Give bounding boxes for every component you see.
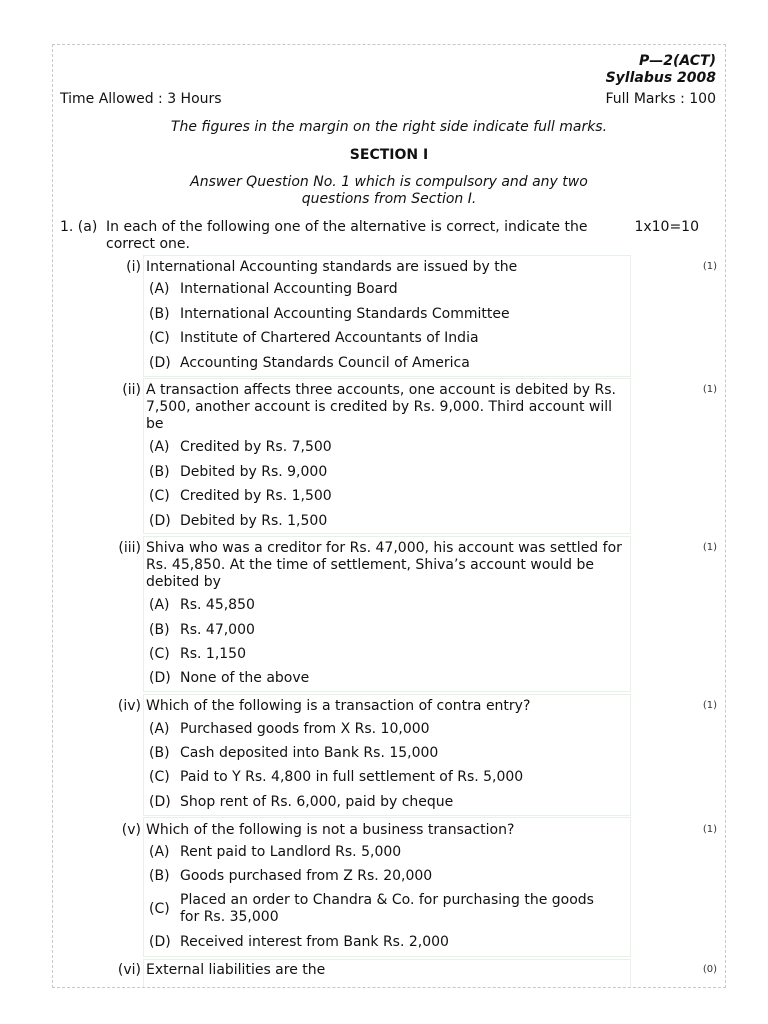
time-allowed: Time Allowed : 3 Hours — [60, 91, 222, 107]
question-marks: 1x10=10 — [634, 219, 699, 235]
syllabus-line: Syllabus 2008 — [605, 70, 716, 86]
section-instruction: Answer Question No. 1 which is compulsory and any two questions from Section I. — [190, 174, 588, 207]
question-text: In each of the following one of the alternative is correct, indicate the correct one. — [106, 219, 588, 252]
option-label: (D) — [149, 513, 171, 529]
question-number: 1. (a) — [60, 219, 98, 235]
option-text: Shop rent of Rs. 6,000, paid by cheque — [180, 794, 454, 810]
sub-question-number: (iii) — [118, 540, 141, 556]
option-label: (D) — [149, 934, 171, 950]
sub-question-marks: (1) — [702, 700, 717, 711]
sub-question-number: (ii) — [122, 382, 141, 398]
sub-question-text: Shiva who was a creditor for Rs. 47,000, his account was settled for Rs. 45,850. At the time of settlement, Shiva’s account would be debited by — [146, 540, 622, 590]
margin-note: The figures in the margin on the right side indicate full marks. — [170, 119, 608, 135]
option-label: (D) — [149, 355, 171, 371]
option-text: International Accounting Standards Committee — [180, 306, 510, 322]
option-text: Rs. 1,150 — [180, 646, 247, 662]
option-text: Debited by Rs. 9,000 — [180, 464, 328, 480]
option-label: (C) — [149, 488, 170, 504]
sub-question-number: (v) — [121, 822, 141, 838]
option-label: (B) — [149, 868, 170, 884]
option-text: Goods purchased from Z Rs. 20,000 — [180, 868, 433, 884]
option-text: Rs. 47,000 — [180, 622, 255, 638]
option-label: (D) — [149, 670, 171, 686]
option-text: None of the above — [180, 670, 310, 686]
sub-question-text: Which of the following is not a business transaction? — [146, 822, 515, 838]
full-marks: Full Marks : 100 — [605, 91, 716, 107]
exam-page — [52, 44, 726, 988]
option-label: (B) — [149, 622, 170, 638]
option-label: (C) — [149, 646, 170, 662]
option-label: (D) — [149, 794, 171, 810]
option-label: (C) — [149, 769, 170, 785]
option-text: Debited by Rs. 1,500 — [180, 513, 328, 529]
option-label: (A) — [149, 721, 170, 737]
option-text: Credited by Rs. 7,500 — [180, 439, 332, 455]
sub-question-number: (i) — [126, 259, 141, 275]
sub-question-marks: (0) — [702, 964, 717, 975]
sub-question-marks: (1) — [702, 261, 717, 272]
option-label: (A) — [149, 439, 170, 455]
option-text: Institute of Chartered Accountants of India — [180, 330, 479, 346]
paper-code-line: P—2(ACT) — [638, 53, 716, 69]
paper-code — [606, 53, 716, 87]
option-label: (B) — [149, 464, 170, 480]
option-label: (C) — [149, 901, 170, 917]
option-text: Paid to Y Rs. 4,800 in full settlement of Rs. 5,000 — [180, 769, 524, 785]
section-title: SECTION I — [349, 147, 429, 163]
sub-question-text: Which of the following is a transaction of contra entry? — [146, 698, 531, 714]
option-label: (A) — [149, 281, 170, 297]
sub-question-number: (vi) — [117, 962, 141, 978]
option-label: (A) — [149, 844, 170, 860]
sub-question-marks: (1) — [702, 824, 717, 835]
sub-question-text: International Accounting standards are issued by the — [146, 259, 518, 275]
sub-question-text: A transaction affects three accounts, one account is debited by Rs. 7,500, another account is credited by Rs. 9,000. Third account will be — [146, 382, 616, 432]
option-text: Rent paid to Landlord Rs. 5,000 — [180, 844, 402, 860]
option-text: Purchased goods from X Rs. 10,000 — [180, 721, 430, 737]
sub-question-text: External liabilities are the — [146, 962, 326, 978]
option-text: Credited by Rs. 1,500 — [180, 488, 332, 504]
option-text: Rs. 45,850 — [180, 597, 255, 613]
option-label: (A) — [149, 597, 170, 613]
option-text: Accounting Standards Council of America — [180, 355, 470, 371]
option-label: (B) — [149, 306, 170, 322]
sub-question-marks: (1) — [702, 384, 717, 395]
option-text: Cash deposited into Bank Rs. 15,000 — [180, 745, 439, 761]
sub-question-number: (iv) — [117, 698, 141, 714]
option-label: (B) — [149, 745, 170, 761]
option-label: (C) — [149, 330, 170, 346]
option-text: Placed an order to Chandra & Co. for purchasing the goods for Rs. 35,000 — [180, 892, 594, 925]
option-text: International Accounting Board — [180, 281, 398, 297]
sub-question-marks: (1) — [702, 542, 717, 553]
option-text: Received interest from Bank Rs. 2,000 — [180, 934, 449, 950]
